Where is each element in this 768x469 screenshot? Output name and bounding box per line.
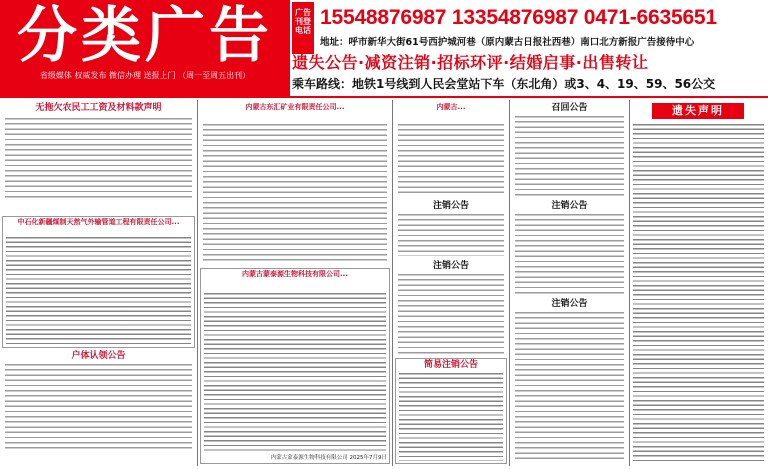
column-1 <box>2 100 195 466</box>
classified-header <box>0 0 768 96</box>
office-address <box>0 83 290 94</box>
column-4 <box>512 100 627 466</box>
brand-block <box>0 0 290 96</box>
notice-body <box>203 124 387 262</box>
notice-title: 中石化新疆煤制天然气外输管道工程有限责任公司... <box>17 218 180 226</box>
notice-column3-top <box>395 102 507 198</box>
column-divider <box>509 100 510 466</box>
service-categories: 遗失公告·减资注销·招标环评·结婚启事·出售转让 <box>292 53 649 72</box>
contact-address: 地址：呼市新华大街61号西护城河巷（原内蒙古日报社西巷）南口北方新报广告接待中心 <box>320 37 695 48</box>
notice-deregistration-1 <box>395 200 507 258</box>
notice-simple-deregistration <box>395 358 507 464</box>
notice-title: 内蒙古... <box>436 103 466 111</box>
notice-recall <box>512 102 627 198</box>
lost-declarations-body <box>633 124 764 464</box>
lost-declarations-title: 遗失声明 <box>652 103 744 119</box>
notice-title: 注销公告 <box>432 261 469 271</box>
notice-title: 注销公告 <box>551 299 588 309</box>
notice-body <box>515 312 624 462</box>
column-divider <box>197 100 198 466</box>
column-divider <box>392 100 393 466</box>
notice-body <box>398 124 504 196</box>
ad-phone-tag: 广告刊登电话 <box>292 2 314 54</box>
notice-body <box>399 373 503 461</box>
notice-deregistration-2 <box>395 260 507 356</box>
brand-slogan: 省级媒体 权威发布 微信办理 送报上门 （周一至周五出刊） <box>39 71 251 80</box>
notice-title: 户体认领公告 <box>71 351 126 361</box>
column-3 <box>395 100 507 466</box>
notice-body <box>515 214 624 294</box>
notice-mining <box>200 102 390 264</box>
notice-body <box>5 118 192 200</box>
notice-signature <box>4 455 193 463</box>
contact-phones: 15548876987 13354876987 0471-6635651 <box>320 6 717 29</box>
column-2 <box>200 100 390 466</box>
notice-biotech <box>200 268 390 464</box>
notice-title: 注销公告 <box>432 201 469 211</box>
page-title: 分类广告 <box>17 1 273 71</box>
notice-body <box>515 116 624 196</box>
notice-title: 内蒙古蒙泰源生物科技有限公司... <box>242 270 348 278</box>
notice-signature: 内蒙古蒙泰源生物科技有限公司 2025年7月9日 <box>270 455 387 461</box>
notice-body <box>398 214 504 256</box>
notice-pipeline <box>2 216 195 348</box>
notice-unclaimed-body <box>2 350 195 464</box>
notice-body <box>5 364 192 452</box>
notice-wage-declaration <box>2 102 195 214</box>
notice-title: 注销公告 <box>551 201 588 211</box>
notice-title: 召回公告 <box>551 103 588 113</box>
notice-body <box>204 293 386 451</box>
notice-signature <box>4 205 193 213</box>
notice-body <box>398 274 504 354</box>
notice-body <box>6 237 191 345</box>
notice-title: 无拖欠农民工工资及材料款声明 <box>35 103 162 113</box>
lost-declarations-column <box>630 100 767 466</box>
bus-route: 乘车路线：地铁1号线到人民会堂站下车（东北角）或3、4、19、59、56公交 <box>292 77 716 91</box>
notice-deregistration-3 <box>512 200 627 296</box>
notice-deregistration-4 <box>512 298 627 464</box>
notice-title: 内蒙古东汇矿业有限责任公司... <box>245 103 345 111</box>
notice-title: 简易注销公告 <box>423 360 478 370</box>
header-rule <box>0 96 768 98</box>
